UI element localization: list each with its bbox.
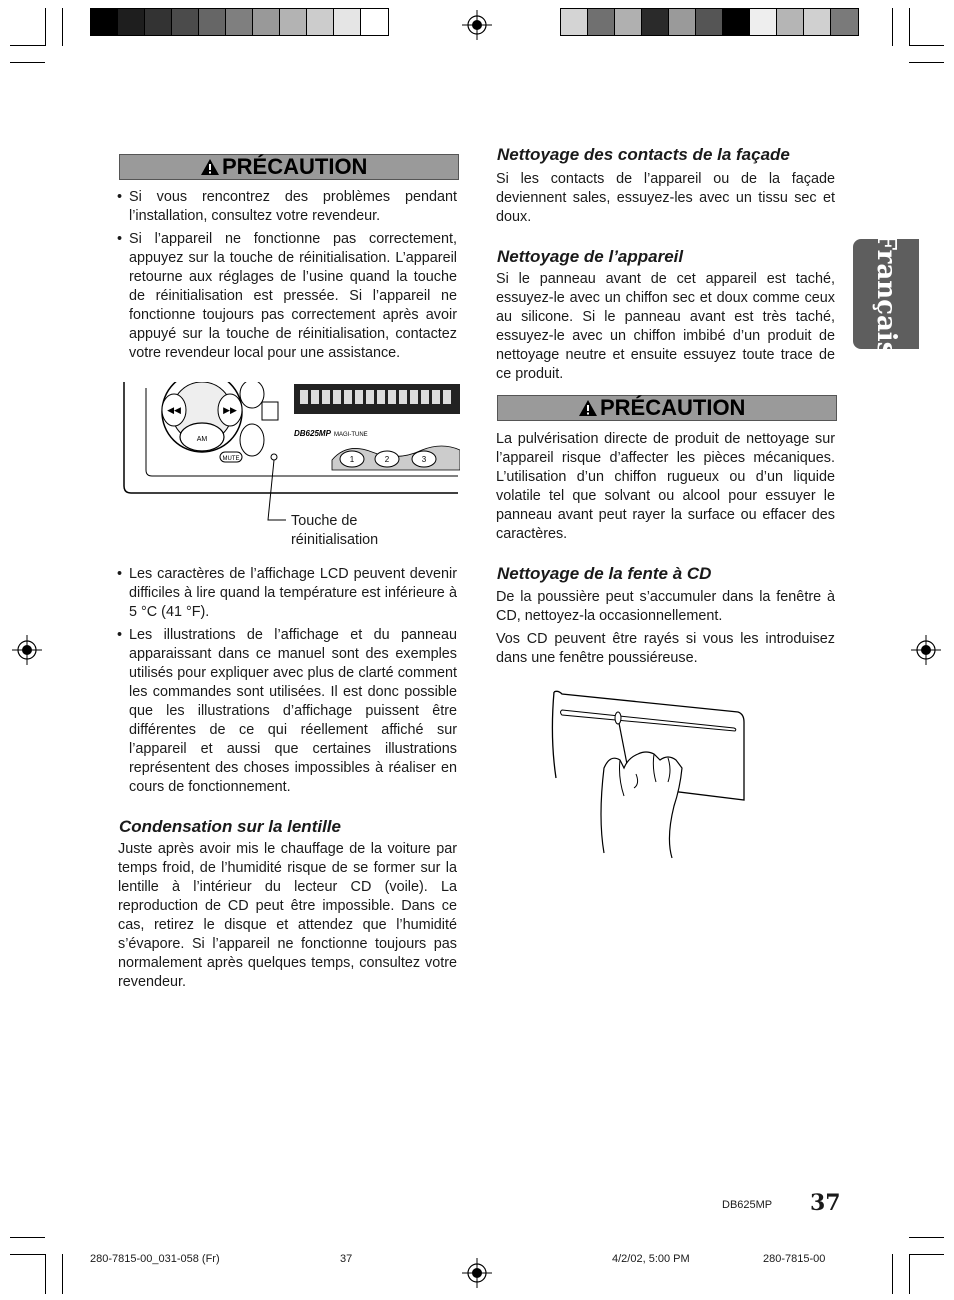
footer-model: DB625MP bbox=[722, 1199, 773, 1211]
crop-mark bbox=[10, 62, 45, 63]
footer-center-page: 37 bbox=[340, 1253, 353, 1265]
crop-mark bbox=[10, 45, 45, 46]
crop-mark bbox=[909, 62, 944, 63]
color-swatch bbox=[253, 9, 280, 35]
section-text: Si les contacts de l’appareil ou de la façade deviennent sales, essuyez-les avec un tissu sec et doux. bbox=[496, 171, 835, 225]
footer-file-ref: 280-7815-00_031-058 (Fr) bbox=[90, 1253, 220, 1265]
color-bar-left bbox=[90, 8, 389, 36]
registration-mark-icon bbox=[462, 1258, 492, 1288]
magi-tune-label: MAGI-TUNE bbox=[334, 432, 368, 438]
language-tab-label: Français bbox=[871, 231, 901, 357]
crop-mark bbox=[62, 1254, 63, 1294]
color-swatch bbox=[118, 9, 145, 35]
caution-title: PRÉCAUTION bbox=[222, 154, 368, 179]
color-swatch bbox=[777, 9, 804, 35]
crop-mark bbox=[909, 1254, 944, 1255]
language-tab bbox=[853, 231, 919, 357]
color-bar-right bbox=[560, 8, 859, 36]
caution-header-right bbox=[497, 395, 837, 421]
section-text: De la poussière peut s’accumuler dans la fenêtre à CD, nettoyez-la occasionnellement. bbox=[496, 589, 835, 624]
section-text: La pulvérisation directe de produit de nettoyage sur l’appareil risque d’affecter les pièces mécaniques. L’utilisation d’un chiffon rugueux ou d’un liquide volatile tel que solvant ou alcool pour essuyer le panneau avant peut rayer la surface ou effacer des caractères. bbox=[496, 431, 835, 542]
cd-slot-cleaning-illustration bbox=[548, 688, 748, 863]
mute-label: MUTE bbox=[222, 456, 240, 462]
registration-mark-icon bbox=[911, 635, 941, 665]
list-item: • Les illustrations de l’affichage et du panneau apparaissant dans ce manuel sont des exemples utilisés pour expliquer avec plus de clarté comment les commandes sont utilisées. Il est donc possible que les illustrations d’affichage puissent être différentes de ce qui réellement affiché sur l’appareil et aussi que certaines illustrations représentent des choses impossibles à réaliser en cours de fonctionnement. bbox=[117, 627, 457, 795]
caution-header-left bbox=[119, 154, 459, 180]
crop-mark bbox=[45, 1254, 46, 1294]
footer-part-number: 280-7815-00 bbox=[763, 1253, 826, 1265]
crop-mark bbox=[909, 1254, 910, 1294]
list-item: • Si vous rencontrez des problèmes pendant l’installation, consultez votre revendeur. bbox=[117, 189, 457, 224]
page-number: 37 bbox=[810, 1190, 841, 1216]
color-swatch bbox=[750, 9, 777, 35]
crop-mark bbox=[10, 1254, 45, 1255]
section-heading: Nettoyage des contacts de la façade bbox=[497, 145, 790, 164]
color-swatch bbox=[280, 9, 307, 35]
section-text: Vos CD peuvent être rayés si vous les introduisez dans une fenêtre poussiéreuse. bbox=[496, 631, 835, 666]
am-label: AM bbox=[196, 436, 208, 443]
color-swatch bbox=[642, 9, 669, 35]
crop-mark bbox=[909, 1237, 944, 1238]
list-item: • Si l’appareil ne fonctionne pas correctement, appuyez sur la touche de réinitialisation. L’appareil retourne aux réglages de l’usine quand la touche de réinitialisation est pressée. Si l’appareil ne fonctionne toujours pas correctement après avoir appuyé sur la touche de réinitialisation, contactez votre revendeur local pour une assistance. bbox=[117, 231, 457, 361]
crop-mark bbox=[10, 1237, 45, 1238]
color-swatch bbox=[696, 9, 723, 35]
color-swatch bbox=[91, 9, 118, 35]
warning-icon bbox=[200, 158, 220, 176]
crop-mark bbox=[892, 1254, 893, 1294]
caution-title: PRÉCAUTION bbox=[600, 395, 746, 420]
crop-mark bbox=[45, 8, 46, 46]
registration-mark-icon bbox=[462, 10, 492, 40]
footer-datetime: 4/2/02, 5:00 PM bbox=[612, 1253, 690, 1265]
warning-icon bbox=[578, 399, 598, 417]
preset-3-label: 3 bbox=[421, 455, 427, 464]
color-swatch bbox=[831, 9, 858, 35]
color-swatch bbox=[307, 9, 334, 35]
color-swatch bbox=[669, 9, 696, 35]
color-swatch bbox=[588, 9, 615, 35]
svg-text:◀◀: ◀◀ bbox=[167, 405, 181, 415]
svg-text:▶▶: ▶▶ bbox=[223, 405, 237, 415]
color-swatch bbox=[145, 9, 172, 35]
color-swatch bbox=[723, 9, 750, 35]
color-swatch bbox=[334, 9, 361, 35]
section-text: Juste après avoir mis le chauffage de la voiture par temps froid, de l’humidité risque de se former sur la lentille à l’intérieur du lecteur CD (voile). La reproduction de CD peut être impossible. Dans ce cas, retirez le disque et attendez que l’humidité s’évapore. Si l’appareil ne fonctionne toujours pas normalement après quelques temps, consultez votre revendeur. bbox=[118, 841, 457, 990]
color-swatch bbox=[804, 9, 831, 35]
preset-2-label: 2 bbox=[384, 455, 390, 464]
model-label: DB625MP bbox=[294, 429, 331, 438]
crop-mark bbox=[909, 45, 944, 46]
color-swatch bbox=[226, 9, 253, 35]
list-item-text: Les illustrations de l’affichage et du panneau apparaissant dans ce manuel sont des exemples utilisés pour expliquer avec plus de clarté comment les commandes sont utilisées. Il est donc possible que les illustrations d’affichage puissent être différentes de ce qui réellement affiché sur l’appareil et aussi que certaines illustrations représentent des choses impossibles à réaliser en cours de fonctionnement. bbox=[129, 627, 457, 795]
section-heading: Condensation sur la lentille bbox=[119, 817, 341, 836]
list-item-text: Si l’appareil ne fonctionne pas correctement, appuyez sur la touche de réinitialisation. L’appareil retourne aux réglages de l’usine quand la touche de réinitialisation est pressée. Si l’appareil ne fonctionne toujours pas correctement après avoir appuyé sur la touche de réinitialisation, contactez votre revendeur local pour une assistance. bbox=[129, 231, 457, 361]
preset-1-label: 1 bbox=[349, 455, 355, 464]
section-heading: Nettoyage de l’appareil bbox=[497, 247, 684, 266]
section-heading: Nettoyage de la fente à CD bbox=[497, 564, 712, 583]
list-item-text: Les caractères de l’affichage LCD peuvent devenir difficiles à lire quand la température est inférieure à 5 °C (41 °F). bbox=[129, 566, 457, 620]
registration-mark-icon bbox=[12, 635, 42, 665]
color-swatch bbox=[172, 9, 199, 35]
reset-button-callout: Touche de réinitialisation bbox=[291, 513, 379, 548]
list-item-text: Si vous rencontrez des problèmes pendant l’installation, consultez votre revendeur. bbox=[129, 189, 457, 224]
color-swatch bbox=[615, 9, 642, 35]
section-text: Si le panneau avant de cet appareil est taché, essuyez-le avec un chiffon sec et doux comme ceux au silicone. Si le panneau avant est très taché, essuyez-le avec un chiffon imbibé d’un produit de nettoyage neutre et ensuite essuyez toute trace de ce produit. bbox=[496, 271, 835, 382]
color-swatch bbox=[561, 9, 588, 35]
list-item: • Les caractères de l’affichage LCD peuvent devenir difficiles à lire quand la température est inférieure à 5 °C (41 °F). bbox=[117, 566, 457, 620]
color-swatch bbox=[361, 9, 388, 35]
crop-mark bbox=[62, 8, 63, 46]
crop-mark bbox=[909, 8, 910, 46]
crop-mark bbox=[892, 8, 893, 46]
color-swatch bbox=[199, 9, 226, 35]
